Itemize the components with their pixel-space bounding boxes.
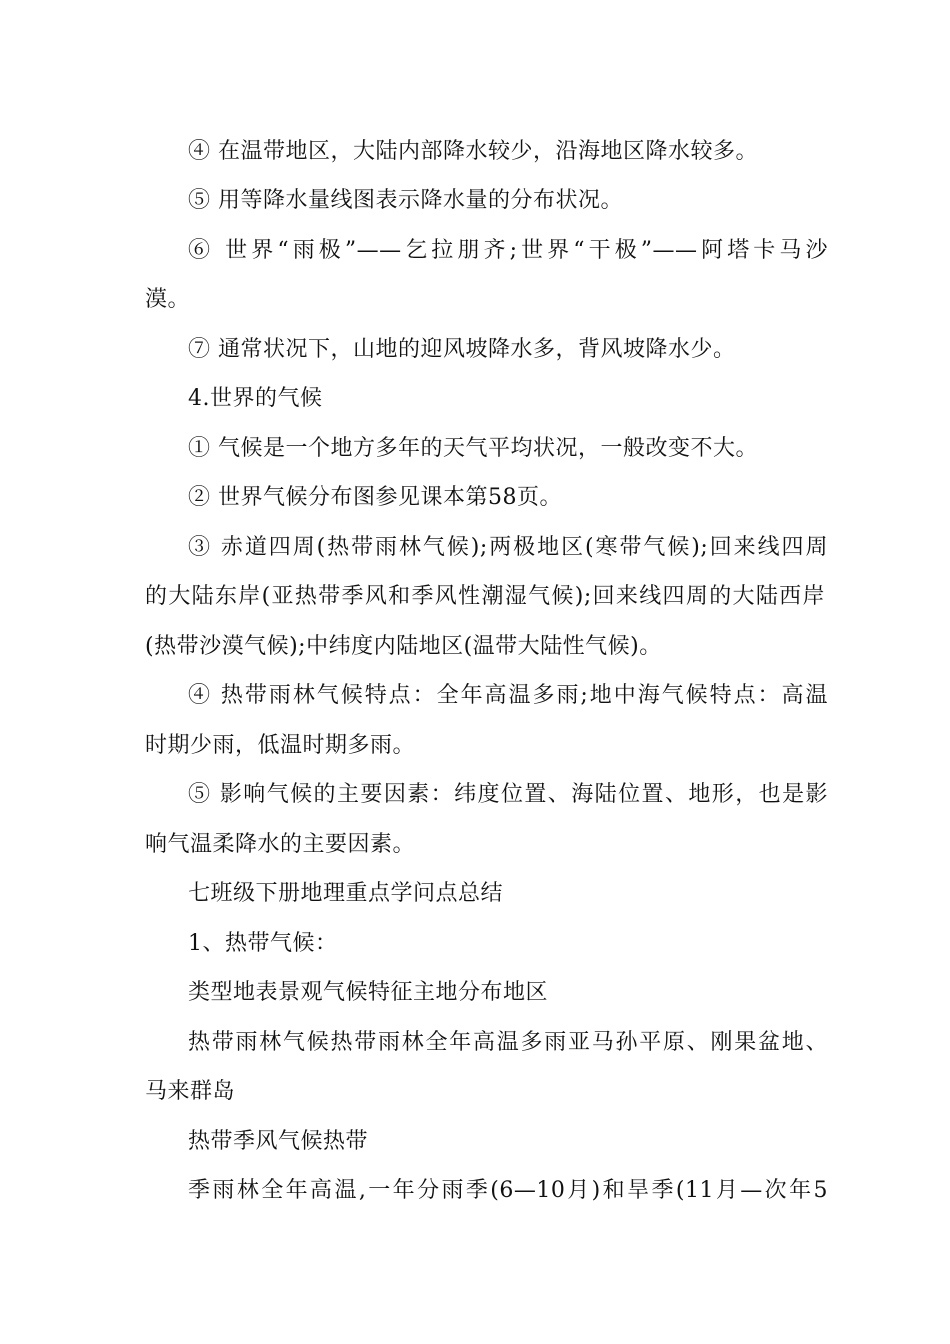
paragraph-line: 热带雨林气候热带雨林全年高温多雨亚马孙平原、刚果盆地、 — [188, 1030, 828, 1055]
paragraph-line: 马来群岛 — [145, 1079, 236, 1104]
paragraph-line: 季雨林全年高温,一年分雨季(6—10月)和旱季(11月—次年5 — [188, 1178, 828, 1203]
paragraph-line: 的大陆东岸(亚热带季风和季风性潮湿气候);回来线四周的大陆西岸 — [145, 584, 825, 609]
paragraph-line: ⑤ 用等降水量线图表示降水量的分布状况。 — [188, 188, 623, 213]
paragraph-line: ④ 在温带地区，大陆内部降水较少，沿海地区降水较多。 — [188, 139, 758, 164]
paragraph-line: ④ 热带雨林气候特点：全年高温多雨;地中海气候特点：高温 — [188, 683, 828, 708]
table-header-line: 类型地表景观气候特征主地分布地区 — [188, 980, 549, 1005]
paragraph-line: ⑥ 世界“雨极”——乞拉朋齐;世界“干极”——阿塔卡马沙 — [188, 238, 828, 263]
paragraph-line: ① 气候是一个地方多年的天气平均状况，一般改变不大。 — [188, 436, 758, 461]
paragraph-line: 漠。 — [145, 287, 191, 312]
section-heading: 4.世界的气候 — [188, 386, 323, 411]
section-title: 七班级下册地理重点学问点总结 — [188, 881, 504, 906]
paragraph-line: ③ 赤道四周(热带雨林气候);两极地区(寒带气候);回来线四周 — [188, 535, 828, 560]
paragraph-line: ⑦ 通常状况下，山地的迎风坡降水多，背风坡降水少。 — [188, 337, 736, 362]
paragraph-line: 响气温柔降水的主要因素。 — [145, 832, 416, 857]
section-heading: 1、热带气候： — [188, 931, 338, 956]
paragraph-line: ② 世界气候分布图参见课本第58页。 — [188, 485, 562, 510]
paragraph-line: (热带沙漠气候);中纬度内陆地区(温带大陆性气候)。 — [145, 634, 662, 659]
paragraph-line: 热带季风气候热带 — [188, 1129, 369, 1154]
paragraph-line: ⑤ 影响气候的主要因素：纬度位置、海陆位置、地形，也是影 — [188, 782, 828, 807]
paragraph-line: 时期少雨，低温时期多雨。 — [145, 733, 416, 758]
